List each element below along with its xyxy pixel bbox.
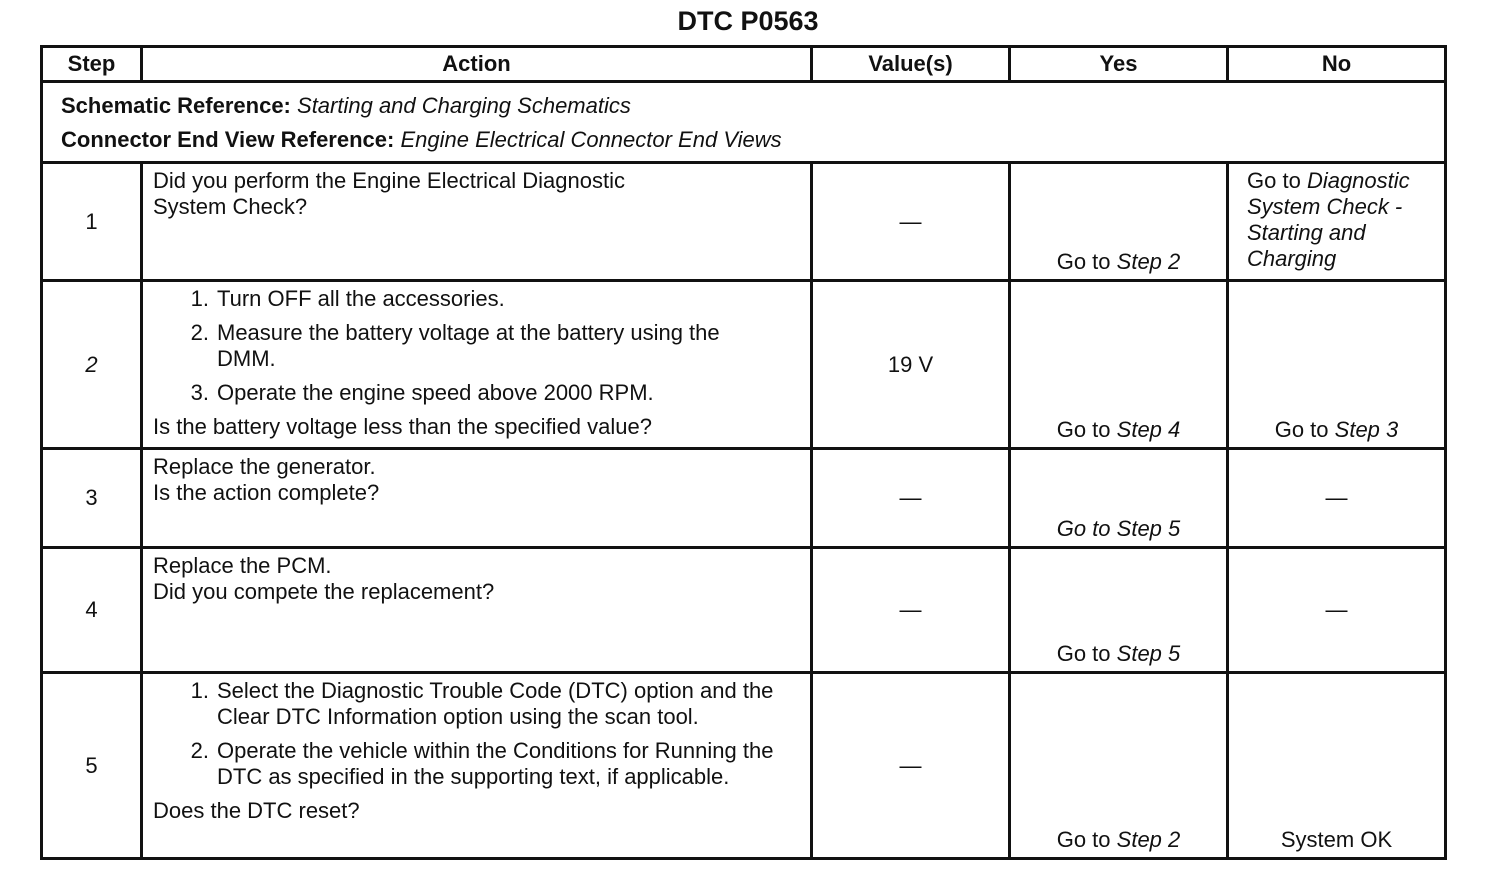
- schematic-reference-label: Schematic Reference:: [61, 93, 291, 118]
- value-cell: —: [812, 548, 1010, 673]
- header-step: Step: [42, 47, 142, 82]
- action-question: Did you perform the Engine Electrical Diagnostic System Check?: [153, 168, 626, 219]
- diagnostic-table: [40, 45, 1447, 860]
- action-question: Is the battery voltage less than the specified value?: [153, 414, 652, 439]
- table-row: [42, 449, 1446, 548]
- table-row: [42, 281, 1446, 449]
- header-yes: Yes: [1010, 47, 1228, 82]
- yes-link[interactable]: Go to Step 5: [1056, 516, 1181, 541]
- action-cell: [142, 281, 812, 449]
- table-row: [42, 163, 1446, 281]
- action-question: Did you compete the replacement?: [153, 579, 495, 604]
- connector-reference: [61, 123, 1426, 157]
- step-number: 5: [42, 673, 142, 859]
- value-cell: 19 V: [812, 281, 1010, 449]
- yes-prefix: Go to: [1056, 249, 1111, 274]
- no-cell: —: [1228, 449, 1446, 548]
- no-cell: [1228, 163, 1446, 281]
- page-title: DTC P0563: [677, 6, 819, 36]
- list-item: 3. Operate the engine speed above 2000 RPM.: [190, 380, 654, 405]
- no-prefix: Go to: [1247, 168, 1301, 193]
- action-cell: [142, 548, 812, 673]
- yes-link[interactable]: Step 4: [1116, 417, 1181, 442]
- list-item: 1. Select the Diagnostic Trouble Code (DTC) option and the Clear DTC Information option using the scan tool.: [190, 678, 774, 729]
- yes-cell: [1010, 548, 1228, 673]
- no-link[interactable]: Diagnostic System Check -: [1247, 168, 1410, 219]
- list-item: 1. Turn OFF all the accessories.: [190, 286, 505, 311]
- value-cell: —: [812, 449, 1010, 548]
- table-row: [42, 673, 1446, 859]
- action-question: Does the DTC reset?: [153, 798, 360, 823]
- value-cell: —: [812, 163, 1010, 281]
- step-number: 2: [42, 281, 142, 449]
- yes-cell: [1010, 673, 1228, 859]
- yes-prefix: Go to: [1056, 827, 1111, 852]
- no-cell: —: [1228, 548, 1446, 673]
- step-number: 3: [42, 449, 142, 548]
- step-number: 1: [42, 163, 142, 281]
- value-cell: —: [812, 673, 1010, 859]
- header-no: No: [1228, 47, 1446, 82]
- table-row: [42, 548, 1446, 673]
- schematic-reference-link[interactable]: Starting and Charging Schematics: [297, 93, 631, 118]
- list-item: 2. Operate the vehicle within the Conditions for Running the DTC as specified in the supporting text, if applicable.: [190, 738, 774, 789]
- no-link-continued[interactable]: Starting and Charging: [1247, 220, 1366, 271]
- action-question: Is the action complete?: [153, 480, 380, 505]
- no-cell: [1228, 281, 1446, 449]
- yes-cell: [1010, 281, 1228, 449]
- yes-prefix: Go to: [1056, 641, 1111, 666]
- yes-cell: [1010, 163, 1228, 281]
- no-link[interactable]: Step 3: [1334, 417, 1399, 442]
- yes-link[interactable]: Step 2: [1116, 827, 1181, 852]
- reference-cell: [42, 82, 1446, 163]
- action-cell: [142, 163, 812, 281]
- yes-link[interactable]: Step 5: [1116, 641, 1181, 666]
- yes-cell: [1010, 449, 1228, 548]
- yes-prefix: Go to: [1056, 417, 1111, 442]
- action-cell: [142, 673, 812, 859]
- reference-row: [42, 82, 1446, 163]
- action-list: [153, 286, 800, 414]
- list-item: 2. Measure the battery voltage at the battery using the DMM.: [190, 320, 720, 371]
- action-cell: [142, 449, 812, 548]
- action-list: [153, 678, 800, 798]
- header-action: Action: [142, 47, 812, 82]
- no-cell: System OK: [1228, 673, 1446, 859]
- no-prefix: Go to: [1274, 417, 1329, 442]
- connector-reference-link[interactable]: Engine Electrical Connector End Views: [400, 127, 782, 152]
- yes-link[interactable]: Step 2: [1116, 249, 1181, 274]
- header-row: [42, 47, 1446, 82]
- header-values: Value(s): [812, 47, 1010, 82]
- schematic-reference: [61, 89, 1426, 123]
- action-lead: Replace the generator.: [153, 454, 376, 479]
- action-lead: Replace the PCM.: [153, 553, 332, 578]
- step-number: 4: [42, 548, 142, 673]
- connector-reference-label: Connector End View Reference:: [61, 127, 395, 152]
